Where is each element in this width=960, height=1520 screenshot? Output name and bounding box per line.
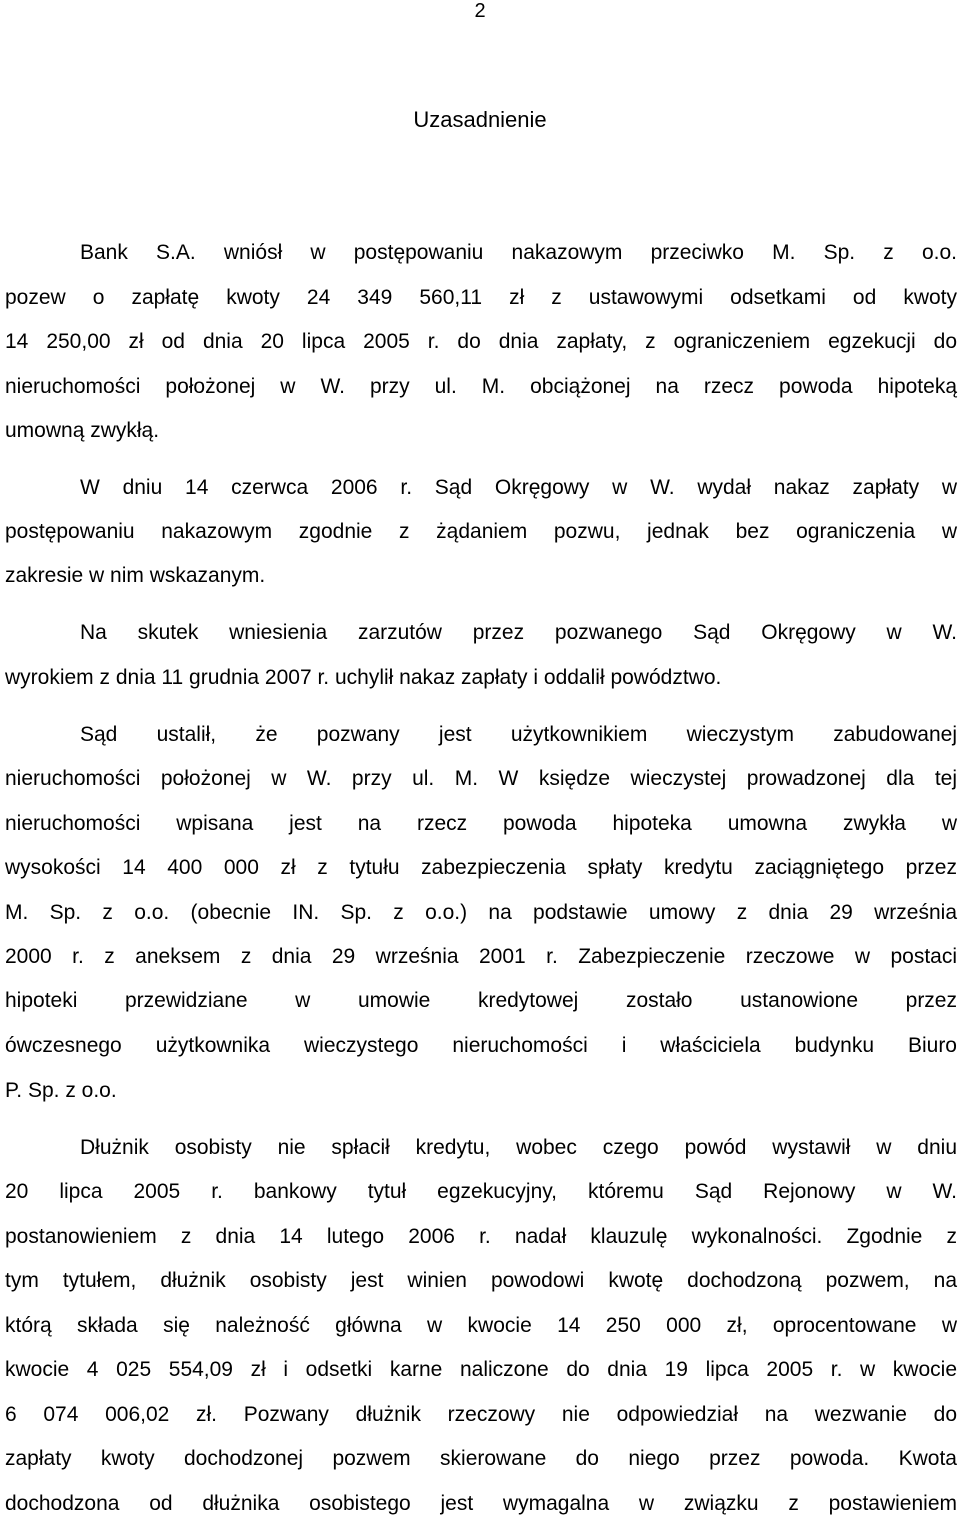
text-line: wysokości 14 400 000 zł z tytułu zabezpieczenia spłaty kredytu zaciągniętego przez (5, 856, 957, 879)
text-line: zapłaty kwoty dochodzonej pozwem skierowane do niego przez powoda. Kwota (5, 1447, 957, 1470)
text-line: zakresie w nim wskazanym. (5, 564, 266, 587)
text-line: tym tytułem, dłużnik osobisty jest winien powodowi kwotę dochodzoną pozwem, na (5, 1269, 957, 1292)
text-line: nieruchomości wpisana jest na rzecz powoda hipoteka umowna zwykła w (5, 812, 957, 835)
text-line: ówczesnego użytkownika wieczystego nieruchomości i właściciela budynku Biuro (5, 1034, 957, 1057)
text-line: M. Sp. z o.o. (obecnie IN. Sp. z o.o.) na podstawie umowy z dnia 29 września (5, 901, 957, 924)
text-line: hipoteki przewidziane w umowie kredytowej zostało ustanowione przez (5, 989, 957, 1012)
text-line: W dniu 14 czerwca 2006 r. Sąd Okręgowy w W. wydał nakaz zapłaty w (80, 476, 957, 499)
text-line: 20 lipca 2005 r. bankowy tytuł egzekucyjny, któremu Sąd Rejonowy w W. (5, 1180, 957, 1203)
text-line: Na skutek wniesienia zarzutów przez pozwanego Sąd Okręgowy w W. (80, 621, 957, 644)
text-line: pozew o zapłatę kwoty 24 349 560,11 zł z ustawowymi odsetkami od kwoty (5, 286, 957, 309)
text-line: umowną zwykłą. (5, 419, 160, 442)
text-line: postanowieniem z dnia 14 lutego 2006 r. nadał klauzulę wykonalności. Zgodnie z (5, 1225, 957, 1248)
text-line: 6 074 006,02 zł. Pozwany dłużnik rzeczowy nie odpowiedział na wezwanie do (5, 1403, 957, 1426)
text-line: nieruchomości położonej w W. przy ul. M. obciążonej na rzecz powoda hipoteką (5, 375, 957, 398)
document-heading: Uzasadnienie (413, 107, 547, 132)
text-line: 14 250,00 zł od dnia 20 lipca 2005 r. do dnia zapłaty, z ograniczeniem egzekucji do (5, 330, 957, 353)
text-line: 2000 r. z aneksem z dnia 29 września 2001 r. Zabezpieczenie rzeczowe w postaci (5, 945, 957, 968)
text-line: wyrokiem z dnia 11 grudnia 2007 r. uchylił nakaz zapłaty i oddalił powództwo. (5, 666, 722, 689)
text-line: P. Sp. z o.o. (5, 1079, 117, 1102)
text-line: kwocie 4 025 554,09 zł i odsetki karne naliczone do dnia 19 lipca 2005 r. w kwocie (5, 1358, 957, 1381)
text-line: Dłużnik osobisty nie spłacił kredytu, wobec czego powód wystawił w dniu (80, 1136, 957, 1159)
text-line: Bank S.A. wniósł w postępowaniu nakazowym przeciwko M. Sp. z o.o. (80, 241, 957, 264)
text-line: którą składa się należność główna w kwocie 14 250 000 zł, oprocentowane w (5, 1314, 957, 1337)
text-line: Sąd ustalił, że pozwany jest użytkownikiem wieczystym zabudowanej (80, 723, 957, 746)
text-line: nieruchomości położonej w W. przy ul. M. W księdze wieczystej prowadzonej dla tej (5, 767, 957, 790)
page-number: 2 (474, 0, 486, 22)
text-line: postępowaniu nakazowym zgodnie z żądaniem pozwu, jednak bez ograniczenia w (5, 520, 957, 543)
text-line: dochodzona od dłużnika osobistego jest wymagalna w związku z postawieniem (5, 1492, 957, 1515)
